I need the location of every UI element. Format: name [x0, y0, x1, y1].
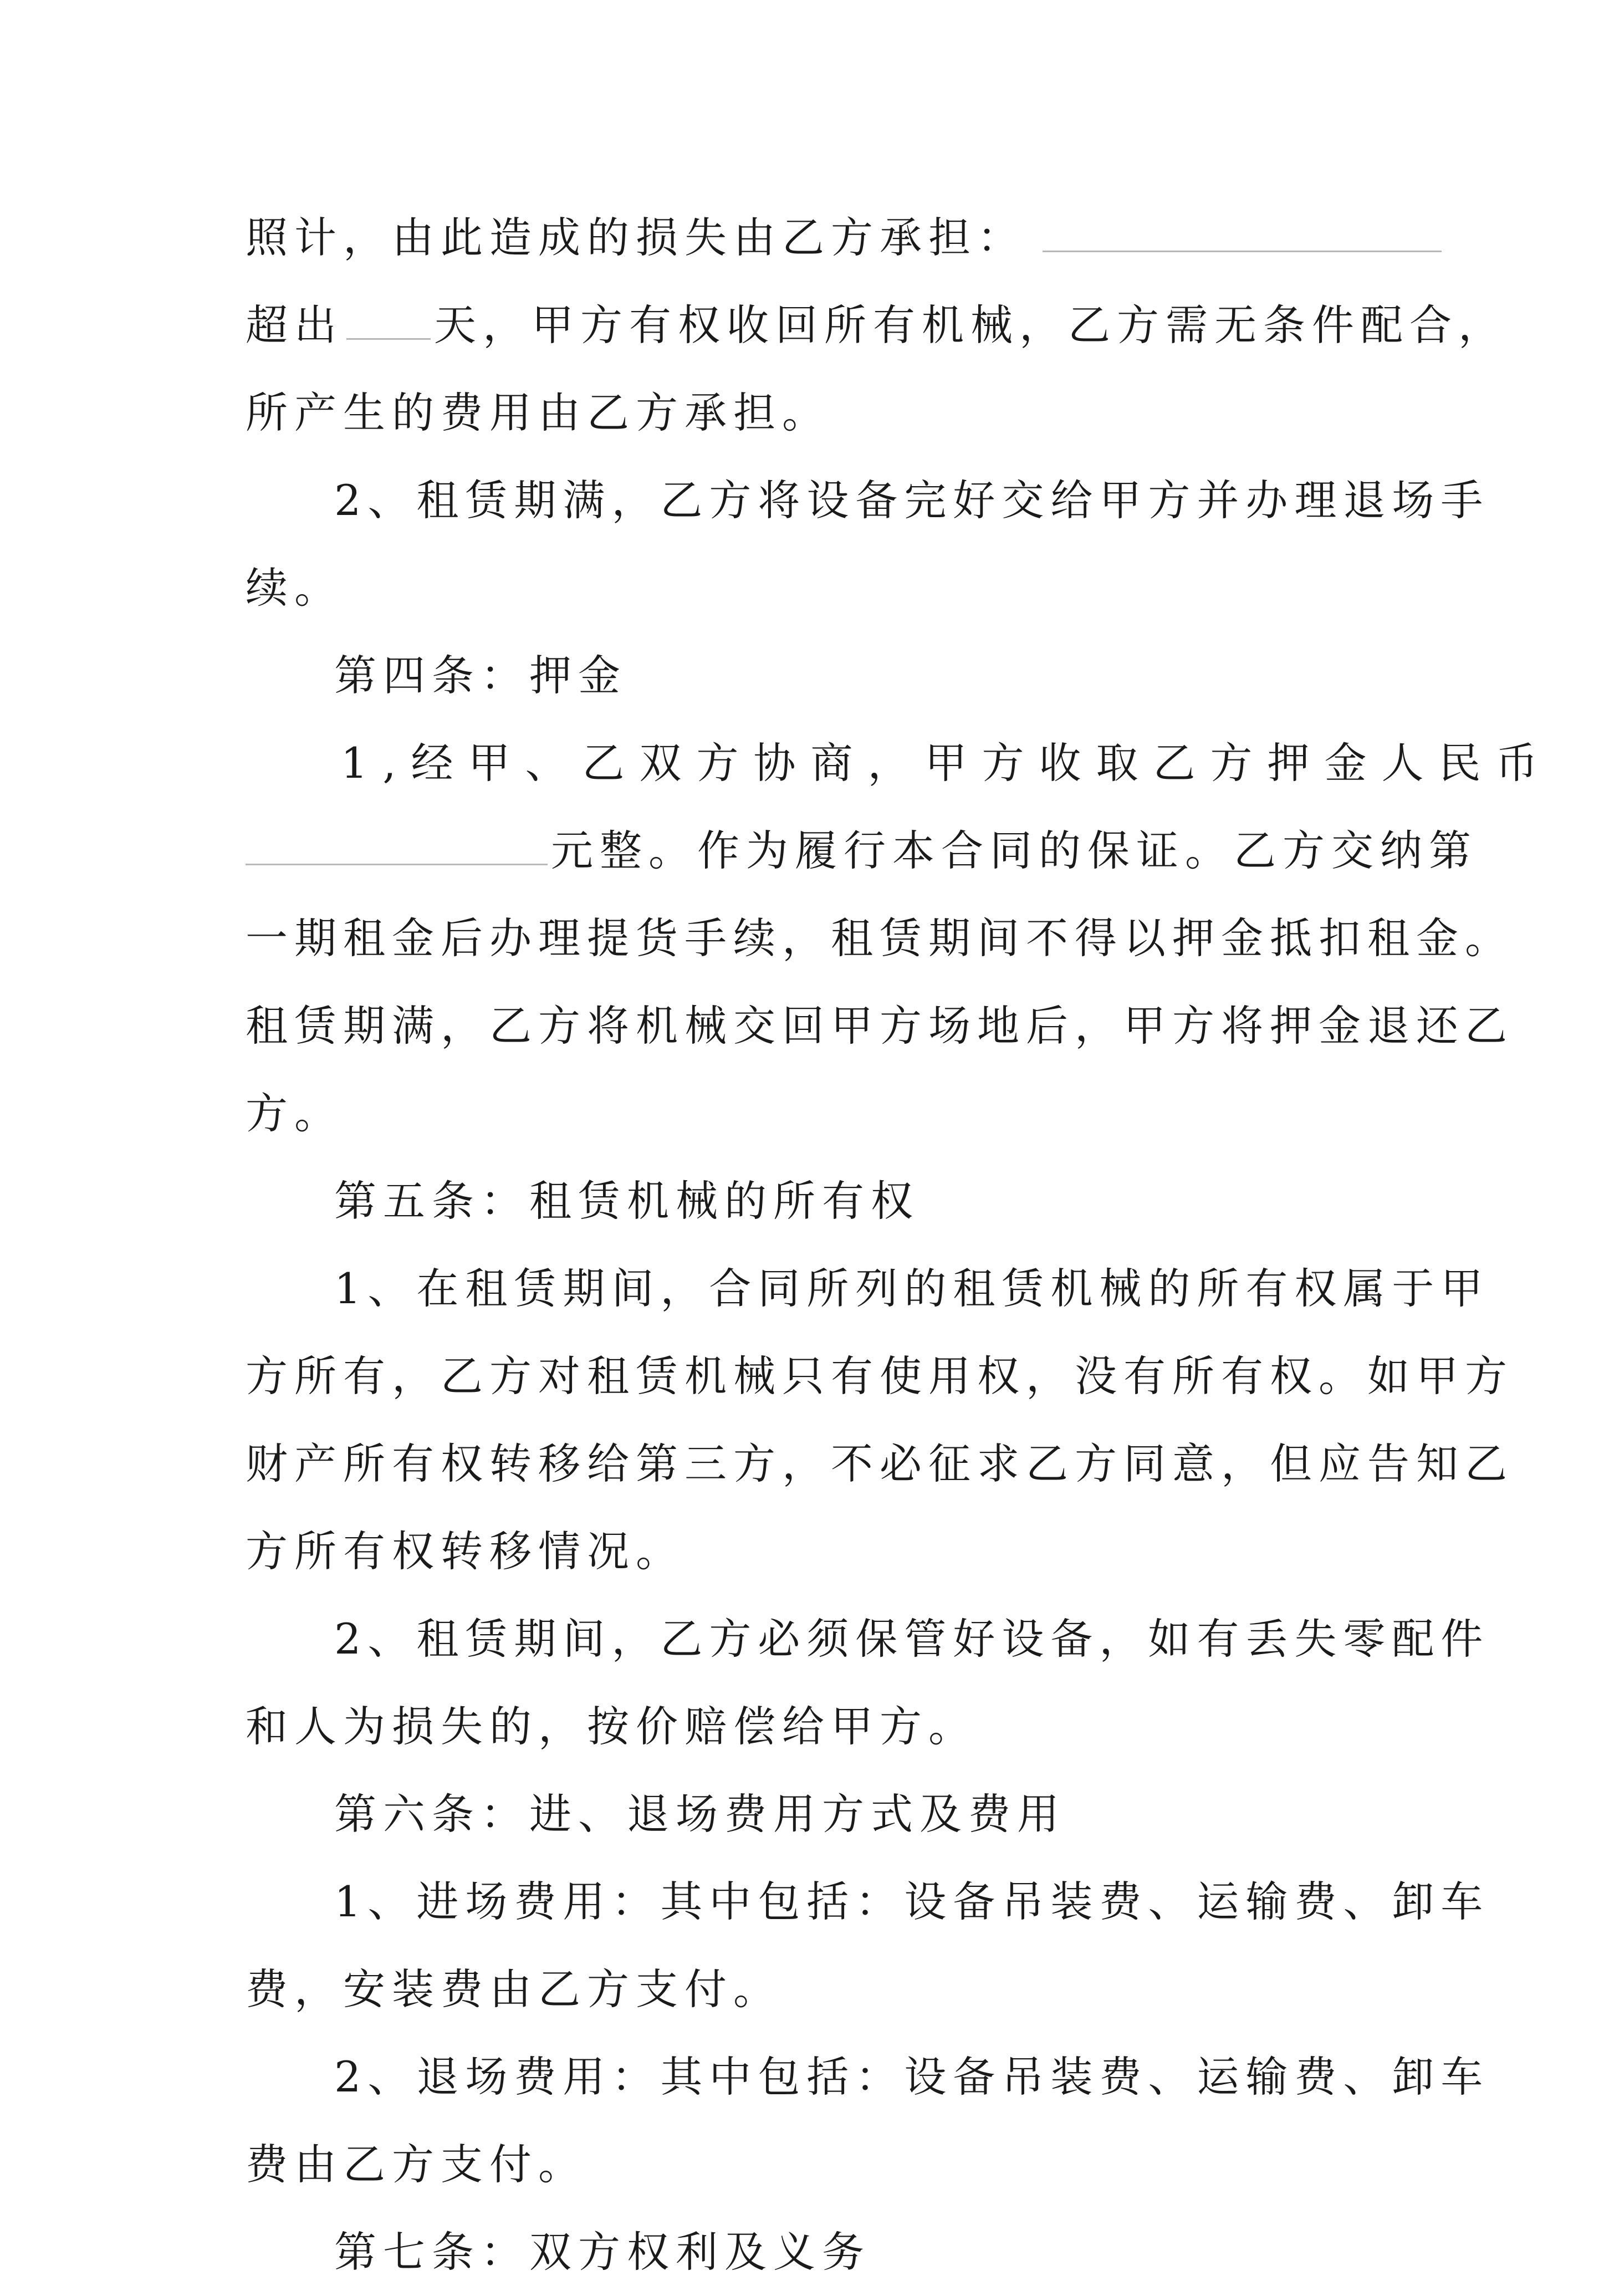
text-line: 续。	[246, 563, 343, 613]
text-line: 方所有权转移情况。	[246, 1527, 684, 1576]
text-line: 2、租赁期间，乙方必须保管好设备，如有丢失零配件	[334, 1614, 1490, 1664]
text-line: 一期租金后办理提货手续，租赁期间不得以押金抵扣租金。	[246, 914, 1514, 963]
section-heading: 第五条：租赁机械的所有权	[334, 1176, 920, 1226]
text-line: 租赁期满，乙方将机械交回甲方场地后，甲方将押金退还乙	[246, 1001, 1514, 1050]
text-line: 和人为损失的，按价赔偿给甲方。	[246, 1702, 977, 1751]
fill-in-blank	[1043, 217, 1442, 252]
document-body	[246, 194, 1553, 2296]
text-line: 费由乙方支付。	[246, 2140, 587, 2189]
text-line: 2、租赁期满，乙方将设备完好交给甲方并办理退场手	[334, 476, 1490, 525]
text-segment: 超出	[246, 300, 343, 350]
fill-in-blank	[346, 305, 431, 340]
text-line	[246, 807, 1478, 895]
text-line: 1、在租赁期间，合同所列的租赁机械的所有权属于甲	[334, 1264, 1490, 1313]
text-segment: 元整。作为履行本合同的保证。乙方交纳第	[551, 826, 1478, 875]
text-segment: 天，甲方有权收回所有机械，乙方需无条件配合，	[434, 300, 1507, 350]
text-line: 1、进场费用：其中包括：设备吊装费、运输费、卸车	[334, 1877, 1490, 1926]
text-line: 方。	[246, 1089, 343, 1138]
text-line: 1,经甲、乙双方协商，甲方收取乙方押金人民币	[341, 738, 1553, 788]
section-heading: 第四条：押金	[334, 651, 627, 700]
text-line	[246, 194, 1376, 282]
text-line: 方所有，乙方对租赁机械只有使用权，没有所有权。如甲方	[246, 1351, 1514, 1401]
section-heading: 第六条：进、退场费用方式及费用	[334, 1789, 1066, 1839]
section-heading: 第七条：双方权利及义务	[334, 2227, 871, 2277]
text-segment: 照计，由此造成的损失由乙方承担：	[246, 213, 1026, 262]
text-line: 费，安装费由乙方支付。	[246, 1965, 782, 2014]
text-line: 所产生的费用由乙方承担。	[246, 388, 831, 437]
text-line: 2、退场费用：其中包括：设备吊装费、运输费、卸车	[334, 2052, 1490, 2101]
fill-in-blank	[246, 830, 548, 865]
text-line: 财产所有权转移给第三方，不必征求乙方同意，但应告知乙	[246, 1439, 1514, 1488]
text-line	[246, 282, 1507, 369]
